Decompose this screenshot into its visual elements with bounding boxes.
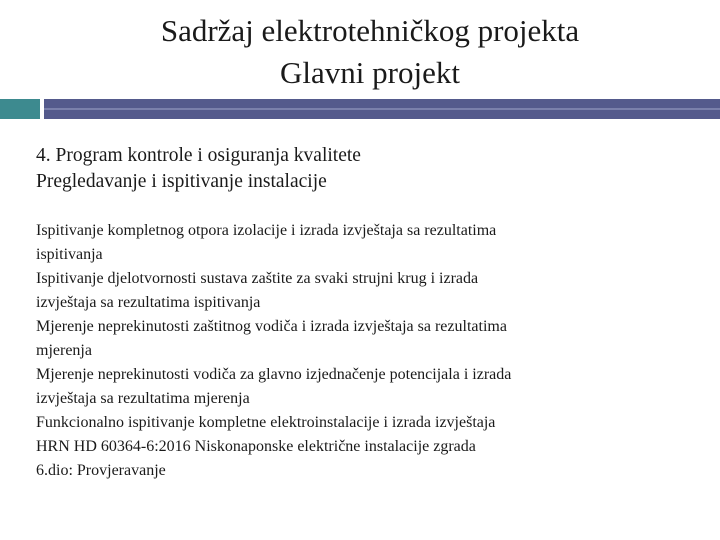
section-heading-block [36,143,361,195]
body-line: Mjerenje neprekinutosti vodiča za glavno izjednačenje potencijala i izrada [36,366,512,383]
body-line: Ispitivanje djelotvornosti sustava zaštite za svaki strujni krug i izrada [36,270,479,287]
section-heading: 4. Program kontrole i osiguranja kvalitete [36,145,361,166]
slide-title [0,10,720,94]
section-subheading: Pregledavanje i ispitivanje instalacije [36,171,327,192]
body-line: Funkcionalno ispitivanje kompletne elektroinstalacije i izrada izvještaja [36,414,496,431]
body-line: 6.dio: Provjeravanje [36,462,166,479]
body-line: Mjerenje neprekinutosti zaštitnog vodiča i izrada izvještaja sa rezultatima [36,318,507,335]
slide-title-line-2: Glavni projekt [280,55,460,90]
body-text [36,219,696,483]
body-line: izvještaja sa rezultatima mjerenja [36,390,250,407]
body-line: HRN HD 60364-6:2016 Niskonaponske električne instalacije zgrada [36,438,476,455]
body-line: mjerenja [36,342,92,359]
body-line: Ispitivanje kompletnog otpora izolacije i izrada izvještaja sa rezultatima [36,222,497,239]
slide-title-line-1: Sadržaj elektrotehničkog projekta [160,13,580,48]
body-line: izvještaja sa rezultatima ispitivanja [36,294,261,311]
body-line: ispitivanja [36,246,103,263]
title-divider-accent [0,99,40,119]
title-divider-bar [44,99,720,119]
